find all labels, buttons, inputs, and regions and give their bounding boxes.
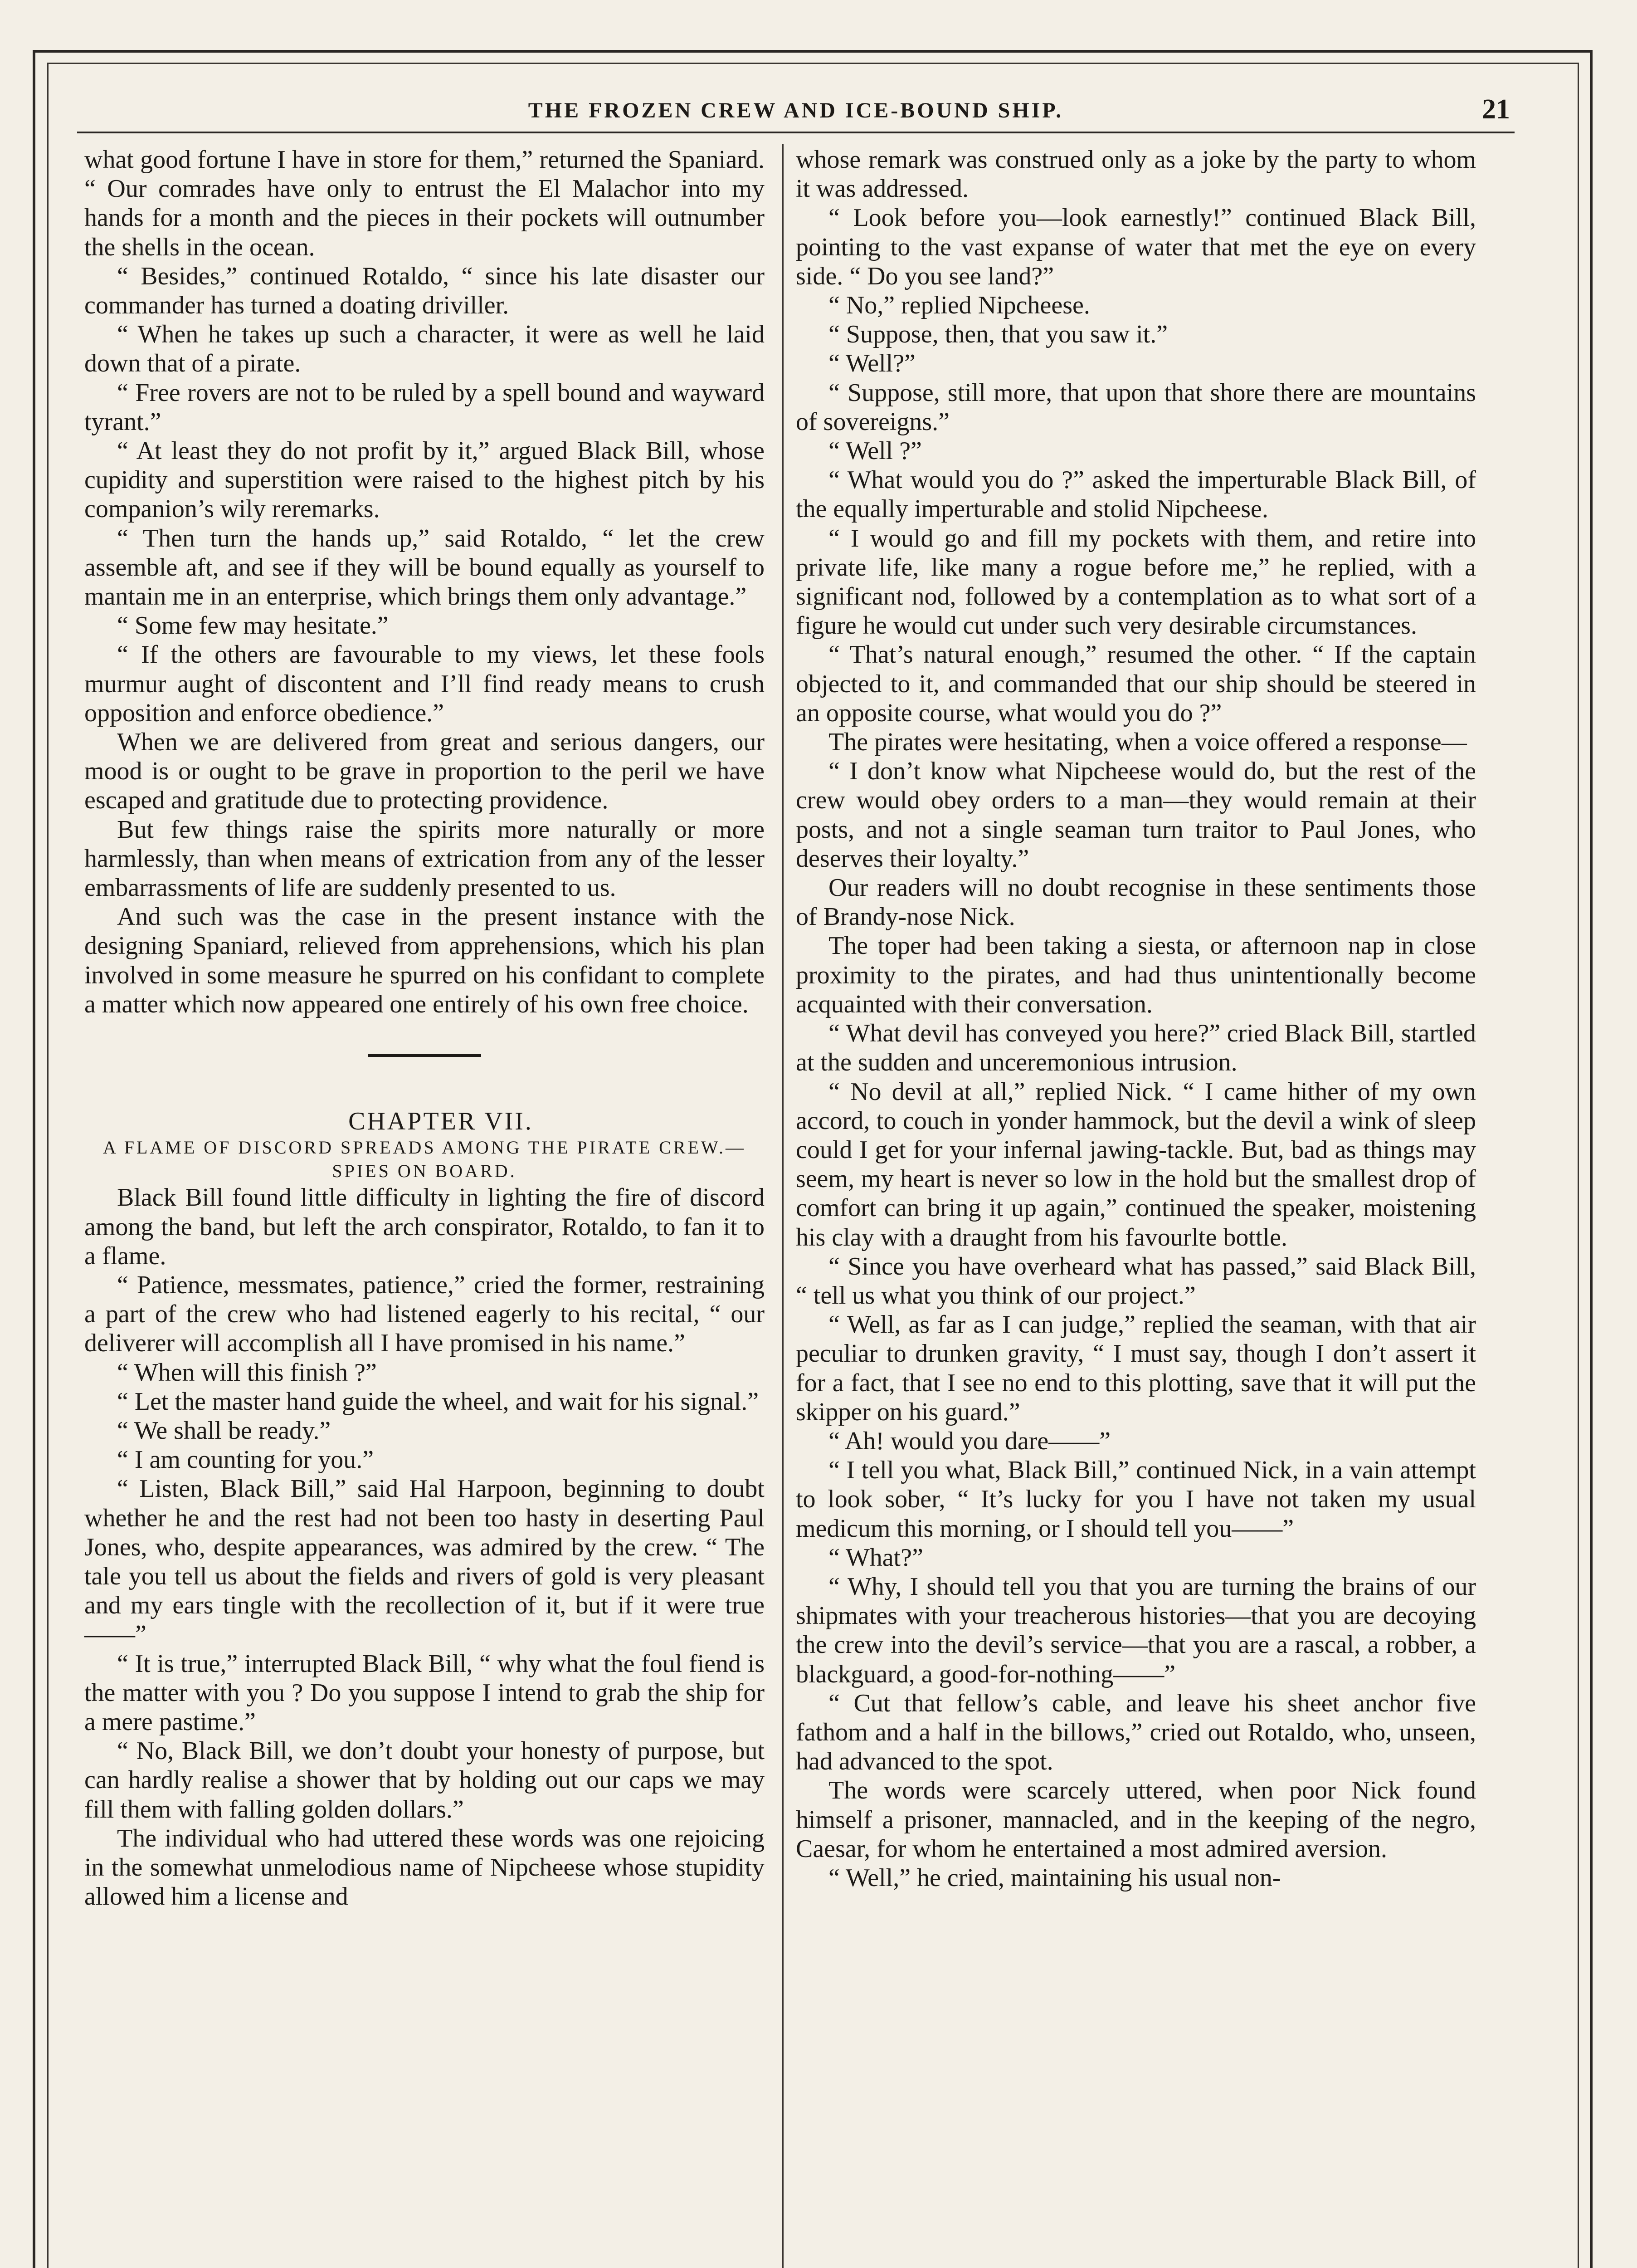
paragraph: “ Ah! would you dare——” (828, 1427, 1111, 1455)
paragraph: whose remark was construed only as a joke by the party to whom it was addressed. (796, 146, 1476, 203)
paragraph: The individual who had uttered these words was one rejoicing in the somewhat unmelodious name of Nipcheese whose stupidity allowed him a license and (84, 1824, 765, 1911)
paragraph: “ We shall be ready.” (117, 1416, 331, 1445)
paragraph: But few things raise the spirits more naturally or more harmlessly, than when means of extrication from any of the lesser embarrassments of life are suddenly presented to us. (84, 815, 765, 902)
paragraph: “ Free rovers are not to be ruled by a spell bound and wayward tyrant.” (84, 378, 765, 436)
paragraph: “ Cut that fellow’s cable, and leave his sheet anchor five fathom and a half in the billows,” cried out Rotaldo, who, unseen, had advanced to the spot. (796, 1689, 1476, 1776)
paragraph: “ Some few may hesitate.” (117, 611, 389, 640)
paragraph: “ Look before you—look earnestly!” continued Black Bill, pointing to the vast expanse of water that met the eye on every side. “ Do you see land?” (796, 204, 1476, 290)
paragraph: “ Let the master hand guide the wheel, and wait for his signal.” (117, 1387, 759, 1416)
paragraph: “ Then turn the hands up,” said Rotaldo, “ let the crew assemble aft, and see if they will be bound equally as yourself to mantain me in an enterprise, which brings them only advantage.” (84, 524, 765, 611)
paragraph: “ What devil has conveyed you here?” cried Black Bill, startled at the sudden and unceremonious intrusion. (796, 1019, 1476, 1077)
paragraph: “ No, Black Bill, we don’t doubt your honesty of purpose, but can hardly realise a shower that by holding out our caps we may fill them with falling golden dollars.” (84, 1737, 765, 1823)
paragraph: Black Bill found little difficulty in lighting the fire of discord among the band, but left the arch conspirator, Rotaldo, to fan it to a flame. (84, 1183, 765, 1270)
paragraph: “ I would go and fill my pockets with them, and retire into private life, like many a rogue before me,” he replied, with a significant nod, followed by a contemplation as to what sort of a figure he would cut under such very desirable circumstances. (796, 524, 1476, 640)
paragraph: “ I tell you what, Black Bill,” continued Nick, in a vain attempt to look sober, “ It’s lucky for you I have not taken my usual medicum this morning, or I should tell you——” (796, 1456, 1476, 1543)
paragraph: The toper had been taking a siesta, or afternoon nap in close proximity to the pirates, and had thus unintentionally become acquainted with their conversation. (796, 932, 1476, 1018)
paragraph: “ What would you do ?” asked the imperturable Black Bill, of the equally imperturable and stolid Nipcheese. (796, 466, 1476, 523)
paragraph: “ Well?” (828, 349, 916, 378)
paragraph: When we are delivered from great and serious dangers, our mood is or ought to be grave in proportion to the peril we have escaped and gratitude due to protecting providence. (84, 728, 765, 815)
paragraph: “ It is true,” interrupted Black Bill, “ why what the foul fiend is the matter with you ? Do you suppose I intend to grab the ship for a mere pastime.” (84, 1649, 765, 1736)
paragraph: “ Suppose, then, that you saw it.” (828, 320, 1168, 349)
paragraph: “ At least they do not profit by it,” argued Black Bill, whose cupidity and superstition were raised to the highest pitch by his companion’s wily reremarks. (84, 437, 765, 523)
paragraph: “ Listen, Black Bill,” said Hal Harpoon, beginning to doubt whether he and the rest had not been too hasty in deserting Paul Jones, who, despite appearances, was admired by the crew. “ The tale you tell us about the fields and rivers of gold is very pleasant and my ears tingle with the recollection of it, but if it were true——” (84, 1475, 765, 1649)
paragraph: “ I am counting for you.” (117, 1446, 374, 1474)
page-header (77, 91, 1515, 133)
paragraph: “ When he takes up such a character, it were as well he laid down that of a pirate. (84, 320, 765, 378)
paragraph: The pirates were hesitating, when a voice offered a response— (828, 728, 1467, 757)
chapter-title: CHAPTER VII. (348, 1107, 533, 1136)
column-divider (782, 144, 784, 2268)
running-title: THE FROZEN CREW AND ICE-BOUND SHIP. (528, 98, 1064, 122)
paragraph: “ If the others are favourable to my views, let these fools murmur aught of discontent and I’ll find ready means to crush opposition and enforce obedience.” (84, 640, 765, 727)
paragraph: “ Well ?” (828, 437, 922, 465)
paragraph: And such was the case in the present instance with the designing Spaniard, relieved from apprehensions, which his plan involved in some measure he spurred on his confidant to complete a matter which now appeared one entirely of his own free choice. (84, 903, 765, 1018)
section-divider (368, 1054, 481, 1057)
paragraph: “ Well, as far as I can judge,” replied the seaman, with that air peculiar to drunken gravity, “ I must say, though I don’t assert it for a fact, that I see no end to this plotting, save that it will put the skipper on his guard.” (796, 1310, 1476, 1426)
paragraph: “ No devil at all,” replied Nick. “ I came hither of my own accord, to couch in yonder hammock, but the devil a wink of sleep could I get for your infernal jawing-tackle. But, bad as things may seem, my heart is never so low in the hold but the smallest drop of comfort can bring it up again,” continued the speaker, moistening his clay with a draught from his favourlte bottle. (796, 1077, 1476, 1251)
paragraph: “ Since you have overheard what has passed,” said Black Bill, “ tell us what you think of our project.” (796, 1252, 1476, 1310)
paragraph: “ When will this finish ?” (117, 1358, 377, 1387)
left-column (84, 145, 765, 1911)
paragraph: “ No,” replied Nipcheese. (828, 291, 1090, 320)
paragraph: “ Besides,” continued Rotaldo, “ since his late disaster our commander has turned a doating driviller. (84, 262, 765, 320)
paragraph: “ I don’t know what Nipcheese would do, but the rest of the crew would obey orders to a man—they would remain at their posts, and not a single seaman turn traitor to Paul Jones, who deserves their loyalty.” (796, 757, 1476, 873)
right-column (796, 145, 1476, 1892)
paragraph: “ That’s natural enough,” resumed the other. “ If the captain objected to it, and commanded that our ship should be steered in an opposite course, what would you do ?” (796, 640, 1476, 727)
page-number: 21 (1482, 94, 1510, 125)
paragraph: “ What?” (828, 1543, 923, 1572)
chapter-summary: A FLAME OF DISCORD SPREADS AMONG THE PIRATE CREW.—SPIES ON BOARD. (103, 1137, 746, 1182)
paragraph: “ Suppose, still more, that upon that shore there are mountains of sovereigns.” (796, 378, 1476, 436)
paragraph: “ Why, I should tell you that you are turning the brains of our shipmates with your treacherous histories—that you are decoying the crew into the devil’s service—that you are a rascal, a robber, a blackguard, a good-for-nothing——” (796, 1572, 1476, 1688)
paragraph: The words were scarcely uttered, when poor Nick found himself a prisoner, mannacled, and in the keeping of the negro, Caesar, for whom he entertained a most admired aversion. (796, 1776, 1476, 1863)
paragraph: “ Well,” he cried, maintaining his usual non- (828, 1863, 1281, 1892)
paragraph: Our readers will no doubt recognise in these sentiments those of Brandy-nose Nick. (796, 874, 1476, 931)
paragraph: what good fortune I have in store for them,” returned the Spaniard. “ Our comrades have only to entrust the El Malachor into my hands for a month and the pieces in their pockets will outnumber the shells in the ocean. (84, 146, 765, 261)
paragraph: “ Patience, messmates, patience,” cried the former, restraining a part of the crew who had listened eagerly to his recital, “ our deliverer will accomplish all I have promised in his name.” (84, 1271, 765, 1358)
